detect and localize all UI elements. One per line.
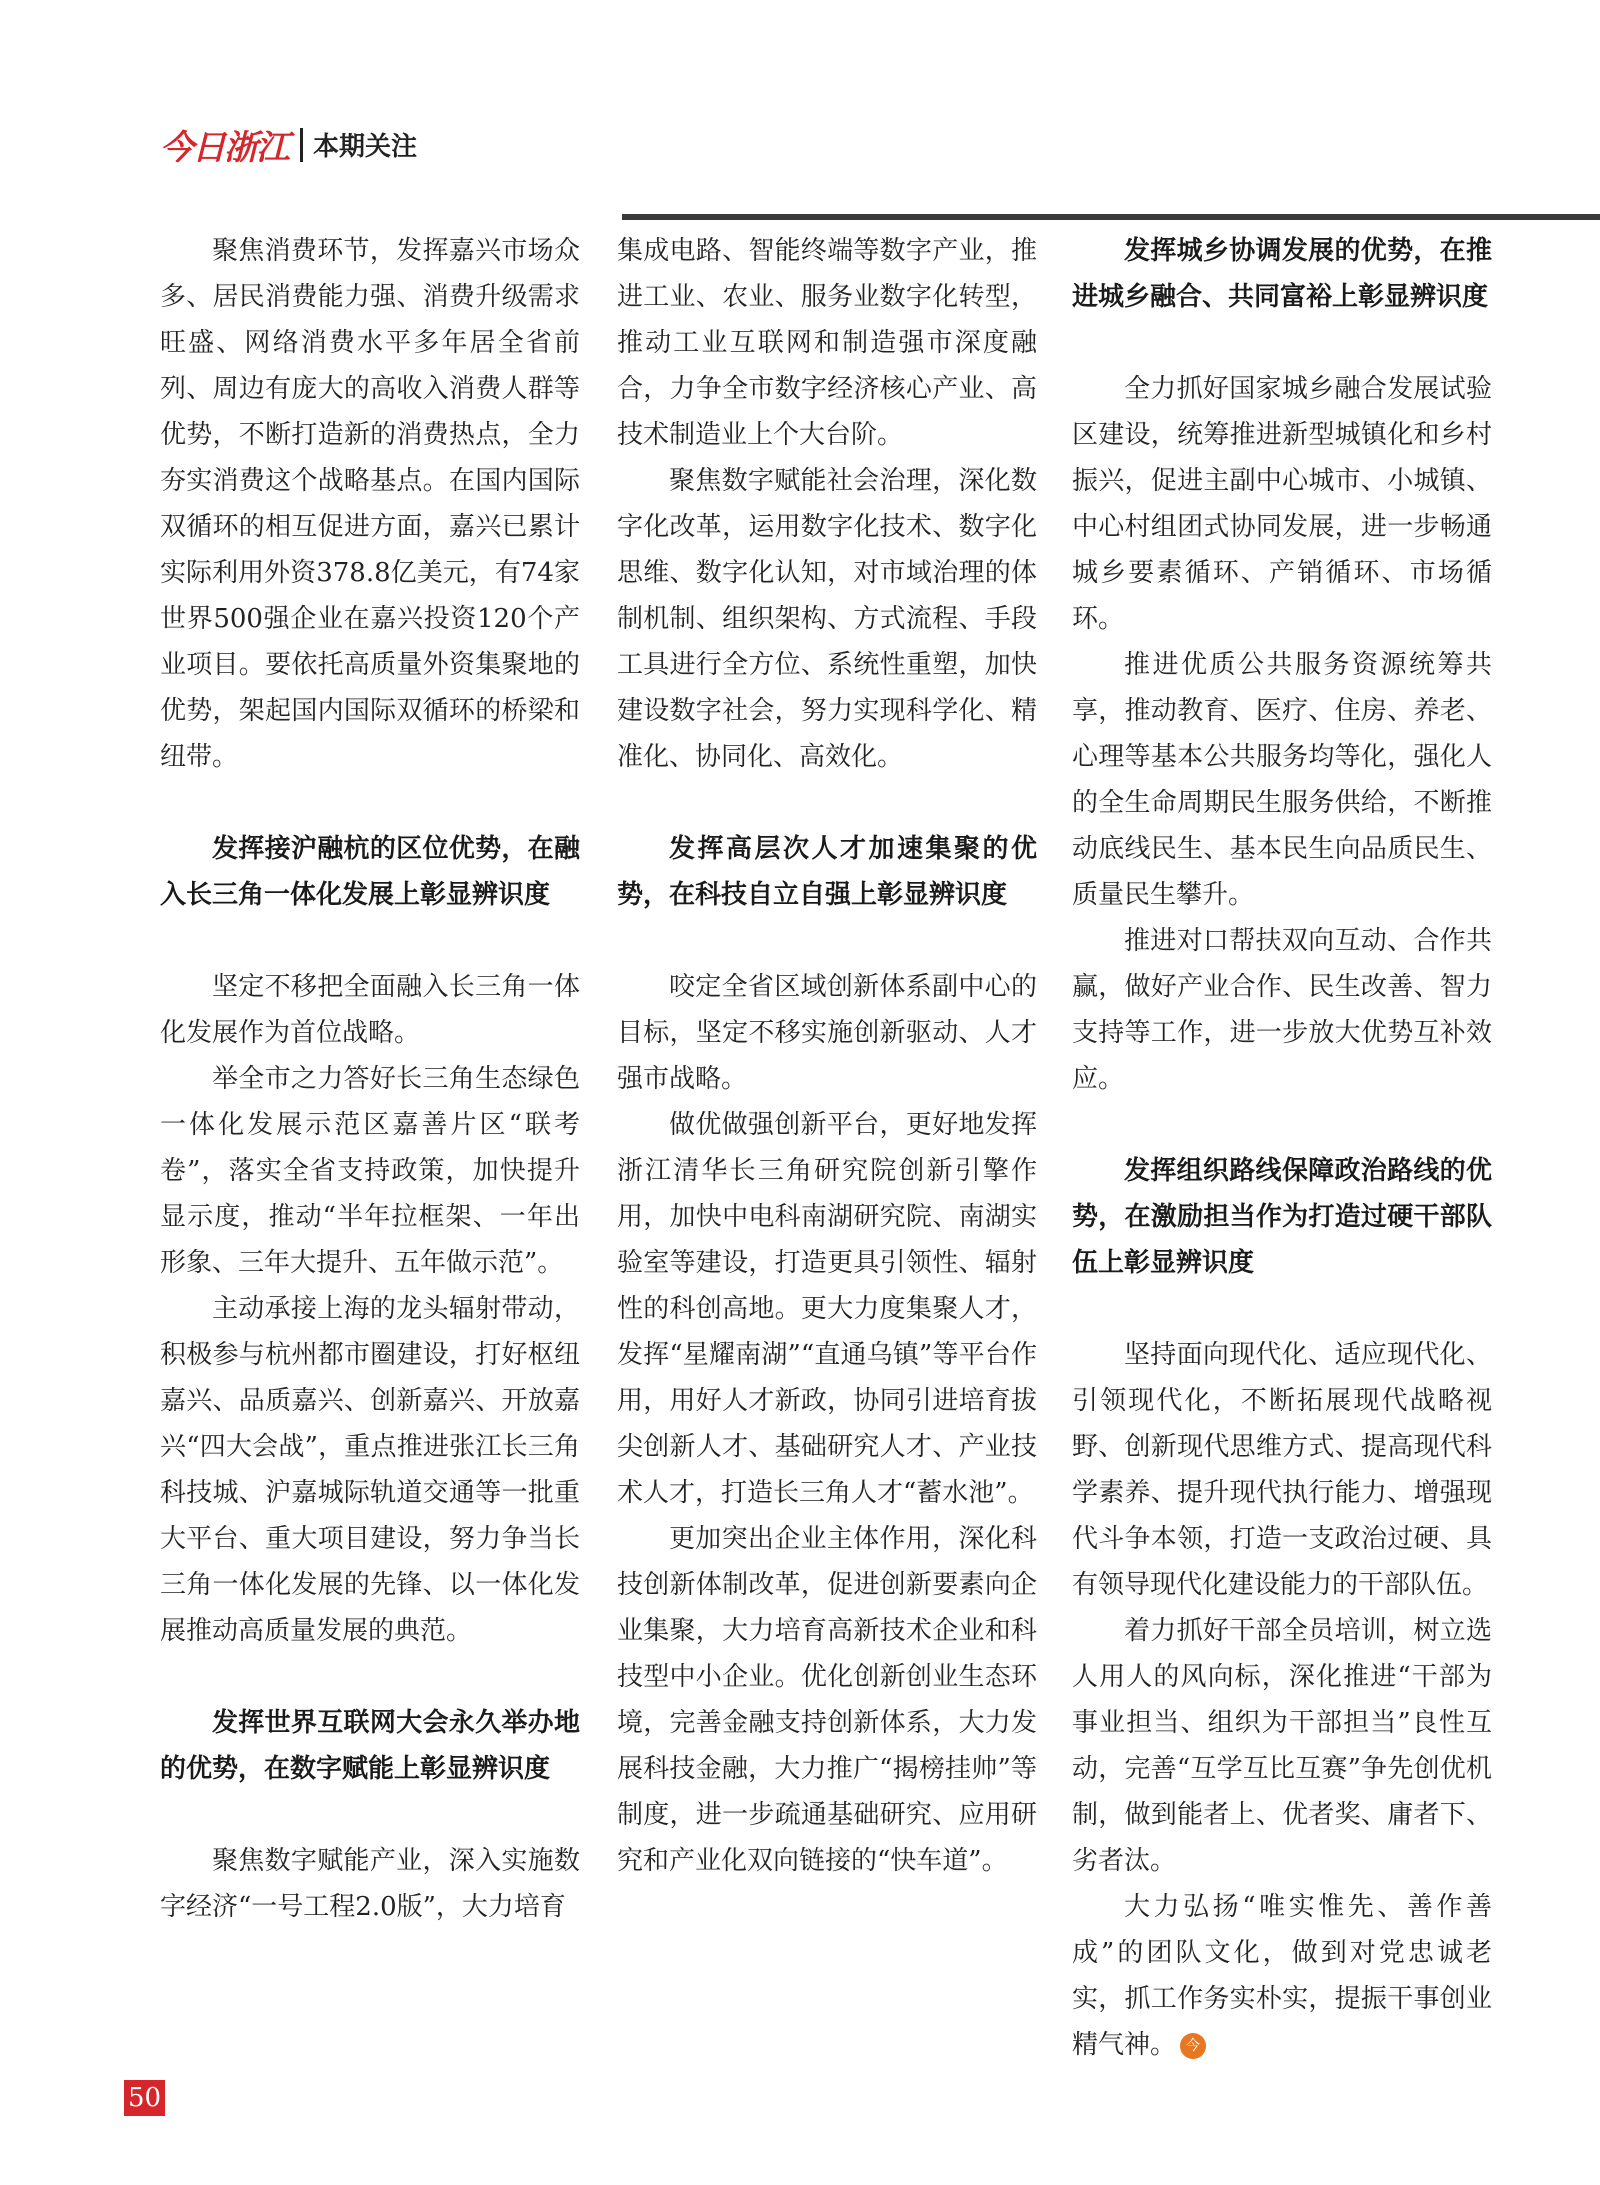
paragraph: 集成电路、智能终端等数字产业，推进工业、农业、服务业数字化转型，推动工业互联网和制造强市深度融合，力争全市数字经济核心产业、高技术制造业上个大台阶。 bbox=[617, 236, 1037, 450]
end-mark-icon: 今 bbox=[1180, 2033, 1206, 2059]
paragraph: 更加突出企业主体作用，深化科技创新体制改革，促进创新要素向企业集聚，大力培育高新技术企业和科技型中小企业。优化创新创业生态环境，完善金融支持创新体系，大力发展科技金融，大力推广“揭榜挂帅”等制度，进一步疏通基础研究、应用研究和产业化双向链接的“快车道”。 bbox=[617, 1524, 1037, 1876]
paragraph: 坚定不移把全面融入长三角一体化发展作为首位战略。 bbox=[160, 972, 580, 1048]
paragraph: 推进对口帮扶双向互动、合作共赢，做好产业合作、民生改善、智力支持等工作，进一步放大优势互补效应。 bbox=[1072, 926, 1492, 1094]
paragraph: 着力抓好干部全员培训，树立选人用人的风向标，深化推进“干部为事业担当、组织为干部担当”良性互动，完善“互学互比互赛”争先创优机制，做到能者上、优者奖、庸者下、劣者汰。 bbox=[1072, 1616, 1492, 1876]
page-header bbox=[160, 120, 417, 169]
paragraph: 咬定全省区域创新体系副中心的目标，坚定不移实施创新驱动、人才强市战略。 bbox=[617, 972, 1037, 1094]
paragraph: 主动承接上海的龙头辐射带动，积极参与杭州都市圈建设，打好枢纽嘉兴、品质嘉兴、创新嘉兴、开放嘉兴“四大会战”，重点推进张江长三角科技城、沪嘉城际轨道交通等一批重大平台、重大项目建设，努力争当长三角一体化发展的先锋、以一体化发展推动高质量发展的典范。 bbox=[160, 1294, 580, 1646]
paragraph: 聚焦数字赋能社会治理，深化数字化改革，运用数字化技术、数字化思维、数字化认知，对市域治理的体制机制、组织架构、方式流程、手段工具进行全方位、系统性重塑，加快建设数字社会，努力实现科学化、精准化、协同化、高效化。 bbox=[617, 466, 1037, 772]
paragraph: 聚焦数字赋能产业，深入实施数字经济“一号工程2.0版”，大力培育 bbox=[160, 1846, 580, 1922]
section-heading: 发挥城乡协调发展的优势，在推进城乡融合、共同富裕上彰显辨识度 bbox=[1072, 236, 1492, 312]
column-1 bbox=[160, 228, 580, 1930]
paragraph: 做优做强创新平台，更好地发挥浙江清华长三角研究院创新引擎作用，加快中电科南湖研究院、南湖实验室等建设，打造更具引领性、辐射性的科创高地。更大力度集聚人才，发挥“星耀南湖”“直通乌镇”等平台作用，用好人才新政，协同引进培育拔尖创新人才、基础研究人才、产业技术人才，打造长三角人才“蓄水池”。 bbox=[617, 1110, 1037, 1508]
section-heading: 发挥世界互联网大会永久举办地的优势，在数字赋能上彰显辨识度 bbox=[160, 1708, 580, 1784]
section-heading: 发挥接沪融杭的区位优势，在融入长三角一体化发展上彰显辨识度 bbox=[160, 834, 580, 910]
paragraph: 坚持面向现代化、适应现代化、引领现代化，不断拓展现代战略视野、创新现代思维方式、提高现代科学素养、提升现代执行能力、增强现代斗争本领，打造一支政治过硬、具有领导现代化建设能力的干部队伍。 bbox=[1072, 1340, 1492, 1600]
paragraph: 推进优质公共服务资源统筹共享，推动教育、医疗、住房、养老、心理等基本公共服务均等化，强化人的全生命周期民生服务供给，不断推动底线民生、基本民生向品质民生、质量民生攀升。 bbox=[1072, 650, 1492, 910]
magazine-logo: 今日浙江 bbox=[160, 128, 288, 168]
column-2 bbox=[617, 228, 1037, 1884]
section-label: 本期关注 bbox=[313, 132, 418, 162]
page-number: 50 bbox=[124, 2080, 165, 2116]
paragraph: 举全市之力答好长三角生态绿色一体化发展示范区嘉善片区“联考卷”，落实全省支持政策，加快提升显示度，推动“半年拉框架、一年出形象、三年大提升、五年做示范”。 bbox=[160, 1064, 580, 1278]
section-heading: 发挥组织路线保障政治路线的优势，在激励担当作为打造过硬干部队伍上彰显辨识度 bbox=[1072, 1156, 1492, 1278]
top-rule bbox=[622, 214, 1600, 220]
column-3 bbox=[1072, 228, 1492, 2068]
paragraph: 聚焦消费环节，发挥嘉兴市场众多、居民消费能力强、消费升级需求旺盛、网络消费水平多年居全省前列、周边有庞大的高收入消费人群等优势，不断打造新的消费热点，全力夯实消费这个战略基点。在国内国际双循环的相互促进方面，嘉兴已累计实际利用外资378.8亿美元，有74家世界500强企业在嘉兴投资120个产业项目。要依托高质量外资集聚地的优势，架起国内国际双循环的桥梁和纽带。 bbox=[160, 236, 580, 772]
section-heading: 发挥高层次人才加速集聚的优势，在科技自立自强上彰显辨识度 bbox=[617, 834, 1037, 910]
paragraph: 全力抓好国家城乡融合发展试验区建设，统筹推进新型城镇化和乡村振兴，促进主副中心城市、小城镇、中心村组团式协同发展，进一步畅通城乡要素循环、产销循环、市场循环。 bbox=[1072, 374, 1492, 634]
paragraph-last bbox=[1072, 1884, 1492, 2068]
header-divider bbox=[300, 128, 303, 162]
paragraph-text: 大力弘扬“唯实惟先、善作善成”的团队文化，做到对党忠诚老实，抓工作务实朴实，提振干事创业精气神。 bbox=[1072, 1892, 1492, 2060]
